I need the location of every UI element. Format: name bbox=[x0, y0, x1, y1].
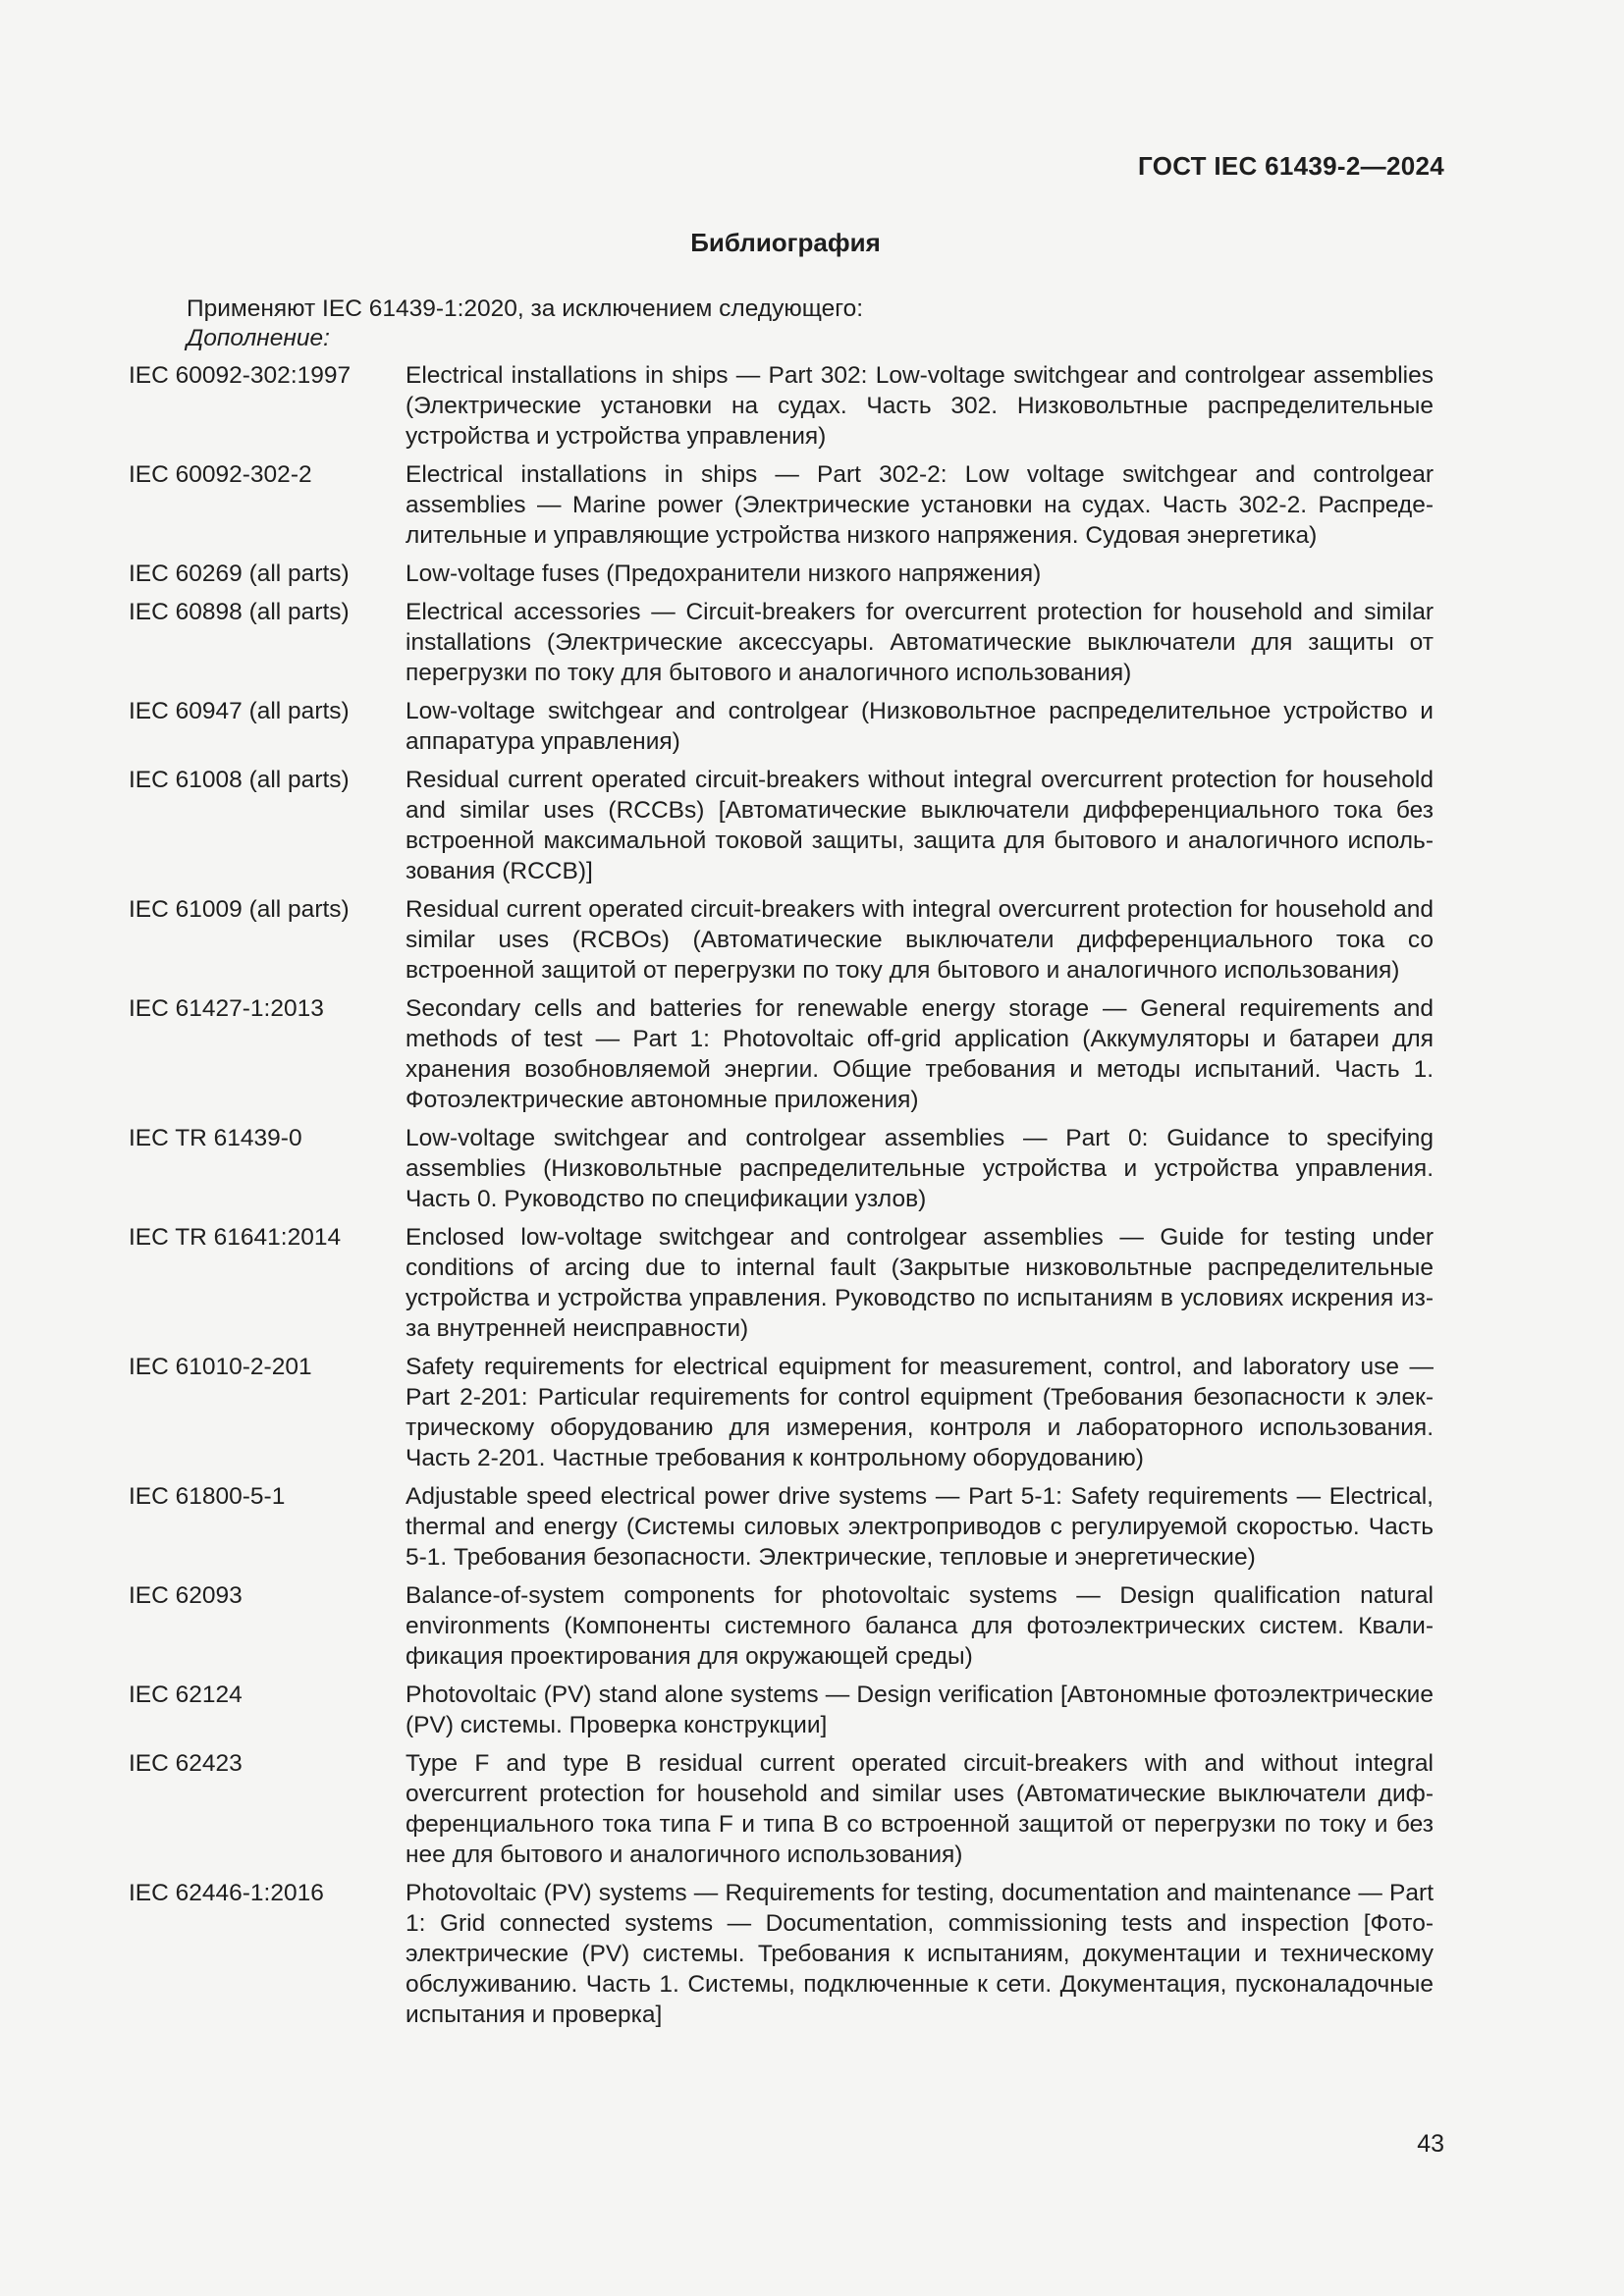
entry-code: IEC 61800-5-1 bbox=[129, 1483, 286, 1510]
page-title: Библиография bbox=[690, 228, 881, 257]
entry-description: Photovoltaic (PV) stand alone systems — Design verification [Автономные фотоэлектрические (PV) системы. Проверка конструкции] bbox=[406, 1682, 1434, 1738]
entry-description: Safety requirements for electrical equipment for measurement, control, and laboratory use — Part 2-201: Particular requirements for control equipment (Требования безопасности к электрическому оборудованию для измерения, контроля и лабораторного использования. Часть 2-201. Частные требования к контрольному оборудованию) bbox=[406, 1354, 1434, 1471]
bibliography-list bbox=[129, 360, 1434, 2038]
entry-code: IEC 61010-2-201 bbox=[129, 1354, 312, 1380]
bibliography-entry bbox=[129, 1123, 1434, 1214]
entry-code: IEC TR 61641:2014 bbox=[129, 1224, 342, 1251]
entry-description: Low-voltage switchgear and controlgear (Низковольтное распределительное устройство и аппаратура управления) bbox=[406, 698, 1434, 755]
bibliography-entry bbox=[129, 597, 1434, 688]
intro-text: Применяют IEC 61439-1:2020, за исключением следующего: bbox=[187, 295, 864, 322]
entry-description: Electrical installations in ships — Part 302: Low-voltage switchgear and controlgear assemblies (Электрические установки на судах. Часть 302. Низковольтные распределительные устройства и устройства управления) bbox=[406, 362, 1434, 450]
bibliography-entry bbox=[129, 360, 1434, 452]
bibliography-entry bbox=[129, 1680, 1434, 1740]
entry-code: IEC 62124 bbox=[129, 1682, 243, 1708]
bibliography-entry bbox=[129, 696, 1434, 757]
bibliography-entry bbox=[129, 894, 1434, 986]
entry-code: IEC 60269 (all parts) bbox=[129, 561, 350, 587]
entry-description: Type F and type B residual current operated circuit-breakers with and without integral overcurrent protection for household and similar uses (Автоматические выключатели дифференциального тока типа F и типа B со встроенной защитой от перегрузки по току и без нее для бытового и аналогичного использования) bbox=[406, 1750, 1434, 1868]
entry-code: IEC 62446-1:2016 bbox=[129, 1880, 324, 1906]
entry-description: Photovoltaic (PV) systems — Requirements for testing, documentation and maintenance — Part 1: Grid connected systems — Documentation, commissioning tests and inspection [Фотоэлектрические (PV) системы. Требования к испытаниям, документации и техническому обслуживанию. Часть 1. Системы, подключенные к сети. Документация, пусконаладочные испытания и проверка] bbox=[406, 1880, 1434, 2028]
bibliography-entry bbox=[129, 1878, 1434, 2030]
bibliography-entry bbox=[129, 765, 1434, 886]
entry-description: Enclosed low-voltage switchgear and controlgear assemblies — Guide for testing under conditions of arcing due to internal fault (Закрытые низковольтные распределительные устройства и устройства управления. Руководство по испытаниям в условиях искрения из-за внутренней неисправности) bbox=[406, 1224, 1434, 1342]
entry-description: Low-voltage fuses (Предохранители низкого напряжения) bbox=[406, 561, 1042, 587]
entry-description: Secondary cells and batteries for renewable energy storage — General requirements and methods of test — Part 1: Photovoltaic off-grid application (Аккумуляторы и батареи для хранения возобновляемой энергии. Общие требования и методы испытаний. Часть 1. Фотоэлектрические автономные приложения) bbox=[406, 995, 1434, 1113]
addition-label: Дополнение: bbox=[187, 325, 330, 351]
bibliography-entry bbox=[129, 1748, 1434, 1870]
entry-description: Adjustable speed electrical power drive systems — Part 5-1: Safety requirements — Electrical, thermal and energy (Системы силовых электроприводов с регулируемой скоростью. Часть 5-1. Требования безопасности. Электрические, тепловые и энергетические) bbox=[406, 1483, 1434, 1571]
entry-code: IEC 60092-302:1997 bbox=[129, 362, 352, 389]
intro-block bbox=[187, 294, 863, 353]
bibliography-entry bbox=[129, 1481, 1434, 1573]
entry-code: IEC 61009 (all parts) bbox=[129, 896, 350, 923]
entry-code: IEC 62093 bbox=[129, 1582, 243, 1609]
bibliography-entry bbox=[129, 1352, 1434, 1473]
entry-description: Low-voltage switchgear and controlgear assemblies — Part 0: Guidance to specifying assemblies (Низковольтные распределительные устройства и устройства управления. Часть 0. Руководство по спецификации узлов) bbox=[406, 1125, 1434, 1212]
bibliography-entry bbox=[129, 459, 1434, 551]
bibliography-entry bbox=[129, 1580, 1434, 1672]
entry-description: Balance-of-system components for photovoltaic systems — Design qualification natural environments (Компоненты системного баланса для фотоэлектрических систем. Квалификация проектирования для окружающей среды) bbox=[406, 1582, 1434, 1670]
bibliography-entry bbox=[129, 993, 1434, 1115]
entry-code: IEC TR 61439-0 bbox=[129, 1125, 302, 1151]
entry-code: IEC 62423 bbox=[129, 1750, 243, 1777]
entry-description: Electrical accessories — Circuit-breakers for overcurrent protection for household and similar installations (Электрические аксессуары. Автоматические выключатели для защиты от перегрузки по току для бытового и аналогичного использования) bbox=[406, 599, 1434, 686]
entry-code: IEC 61008 (all parts) bbox=[129, 767, 350, 793]
entry-code: IEC 60898 (all parts) bbox=[129, 599, 350, 625]
entry-description: Electrical installations in ships — Part 302-2: Low voltage switchgear and controlgear assemblies — Marine power (Электрические установки на судах. Часть 302-2. Распределительные и управляющие устройства низкого напряжения. Судовая энергетика) bbox=[406, 461, 1434, 549]
entry-description: Residual current operated circuit-breakers without integral overcurrent protection for household and similar uses (RCCBs) [Автоматические выключатели дифференциального тока без встроенной максимальной токовой защиты, защита для бытового и аналогичного использования (RCCB)] bbox=[406, 767, 1434, 884]
entry-code: IEC 60092-302-2 bbox=[129, 461, 312, 488]
page-number: 43 bbox=[1417, 2130, 1444, 2158]
entry-description: Residual current operated circuit-breakers with integral overcurrent protection for household and similar uses (RCBOs) (Автоматические выключатели дифференциального тока со встроенной защитой от перегрузки по току для бытового и аналогичного использования) bbox=[406, 896, 1434, 984]
bibliography-entry bbox=[129, 559, 1434, 589]
document-code-header: ГОСТ IEC 61439-2—2024 bbox=[1138, 151, 1444, 181]
entry-code: IEC 60947 (all parts) bbox=[129, 698, 350, 724]
bibliography-entry bbox=[129, 1222, 1434, 1344]
entry-code: IEC 61427-1:2013 bbox=[129, 995, 324, 1022]
